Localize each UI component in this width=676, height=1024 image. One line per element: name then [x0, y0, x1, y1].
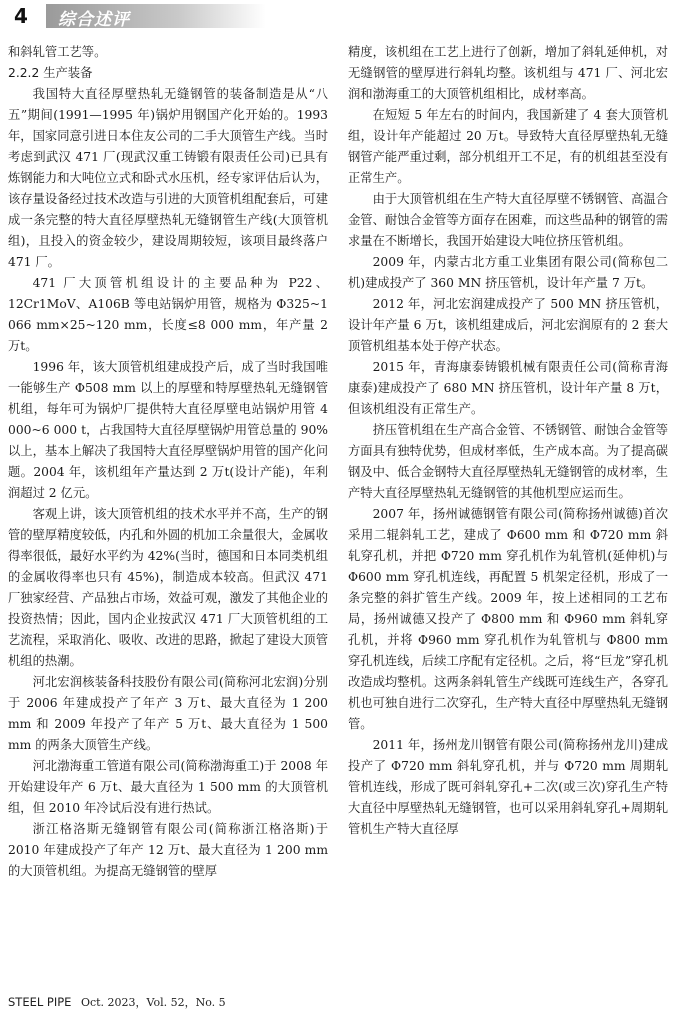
paragraph: 和斜轧管工艺等。 [8, 45, 107, 59]
paragraph: 精度，该机组在工艺上进行了创新，增加了斜轧延伸机，对无缝钢管的壁厚进行斜轧均整。该机组与 471 厂、河北宏润和渤海重工的大顶管机组相比，成材率高。 [348, 45, 668, 101]
journal-name: STEEL PIPE [8, 995, 72, 1009]
paragraph: 2015 年，青海康泰铸锻机械有限责任公司(简称青海康泰)建成投产了 680 MN 挤压管机，设计年产量 8 万t，但该机组没有正常生产。 [348, 360, 668, 416]
paragraph: 挤压管机组在生产高合金管、不锈钢管、耐蚀合金管等方面具有独特优势，但成材率低，生产成本高。为了提高碳钢及中、低合金钢特大直径厚壁热轧无缝钢管的成材率，生产特大直径厚壁热轧无缝钢管的其他机型应运而生。 [348, 423, 668, 500]
paragraph: 客观上讲，该大顶管机组的技术水平并不高，生产的钢管的壁厚精度较低，内孔和外圆的机加工余量很大，金属收得率很低，最好水平约为 42%(当时，德国和日本同类机组的金属收得率也只有 45%)，制造成本较高。但武汉 471 厂独家经营、产品独占市场，效益可观，激发了其他企业的投资热情；因此，国内企业按武汉 471 厂大顶管机组的工艺流程，采取消化、吸收、改进的思路，掀起了建设大顶管机组的热潮。 [8, 507, 328, 668]
paragraph: 2011 年，扬州龙川钢管有限公司(简称扬州龙川)建成投产了 Φ720 mm 斜轧穿孔机，并与 Φ720 mm 周期轧管机连线，形成了既可斜轧穿孔+二次(或三次)穿孔生产特大直径中厚壁热轧无缝钢管，也可以采用斜轧穿孔+周期轧管机生产特大直径厚 [348, 738, 668, 836]
page-footer [8, 994, 226, 1010]
paragraph: 2009 年，内蒙古北方重工业集团有限公司(简称包二机)建成投产了 360 MN 挤压管机，设计年产量 7 万t。 [348, 255, 668, 290]
paragraph: 浙江格洛斯无缝钢管有限公司(简称浙江格洛斯)于 2010 年建成投产了年产 12 万t、最大直径为 1 200 mm 的大顶管机组。为提高无缝钢管的壁厚 [8, 822, 328, 878]
paragraph: 471 厂大顶管机组设计的主要品种为 P22、12Cr1MoV、A106B 等电站锅炉用管，规格为 Φ325~1 066 mm×25~120 mm，长度≤8 000 mm，年产量 2 万t。 [8, 276, 328, 353]
paragraph: 河北渤海重工管道有限公司(简称渤海重工)于 2008 年开始建设年产 6 万t、最大直径为 1 500 mm 的大顶管机组，但 2010 年冷试后没有进行热试。 [8, 759, 328, 815]
right-column [348, 42, 668, 840]
paragraph: 由于大顶管机组在生产特大直径厚壁不锈钢管、高温合金管、耐蚀合金管等方面存在困难，而这些品种的钢管的需求量在不断增长，我国开始建设大吨位挤压管机组。 [348, 192, 668, 248]
paragraph: 河北宏润核装备科技股份有限公司(简称河北宏润)分别于 2006 年建成投产了年产 3 万t、最大直径为 1 200 mm 和 2009 年投产了年产 5 万t、最大直径为 1 500 mm 的两条大顶管生产线。 [8, 675, 328, 752]
page-header [0, 0, 676, 32]
issue-info: Oct. 2023，Vol. 52，No. 5 [80, 996, 226, 1009]
paragraph: 我国特大直径厚壁热轧无缝钢管的装备制造是从“八五”期间(1991—1995 年)锅炉用钢国产化开始的。1993 年，国家同意引进日本住友公司的二手大顶管生产线。当时考虑到武汉 471 厂(现武汉重工铸锻有限责任公司)已具有炼钢能力和大吨位立式和卧式水压机，经专家评估后认为，该存量设备经过技术改造与引进的大顶管机组配套后，可建成一条完整的特大直径厚壁热轧无缝钢管生产线(大顶管机组)，且投入的资金较少，建设周期较短，该项目最终落户 471 厂。 [8, 87, 328, 269]
left-column [8, 42, 328, 882]
section-title: 综合述评 [58, 10, 130, 30]
subsection-heading: 2.2.2 生产装备 [8, 66, 93, 80]
paragraph: 2007 年，扬州诚德钢管有限公司(简称扬州诚德)首次采用二辊斜轧工艺，建成了 Φ600 mm 和 Φ720 mm 斜轧穿孔机，并把 Φ720 mm 穿孔机作为轧管机(延伸机)与 Φ600 mm 穿孔机连线，再配置 5 机架定径机，形成了一条完整的斜扩管生产线。2009 年，按上述相同的工艺布局，扬州诚德又投产了 Φ800 mm 和 Φ960 mm 斜轧穿孔机，并将 Φ960 mm 穿孔机作为轧管机与 Φ800 mm 穿孔机连线，后续工序配有定径机。之后，将“巨龙”穿孔机改造成均整机。这两条斜轧管生产线既可连线生产，各穿孔机也可独自进行二次穿孔，生产特大直径中厚壁热轧无缝钢管。 [348, 507, 668, 731]
page-number: 4 [14, 4, 28, 28]
paragraph: 1996 年，该大顶管机组建成投产后，成了当时我国唯一能够生产 Φ508 mm 以上的厚壁和特厚壁热轧无缝钢管机组，每年可为锅炉厂提供特大直径厚壁电站锅炉用管 4 000~6 000 t，占我国特大直径厚壁锅炉用管总量的 90%以上，基本上解决了我国特大直径厚壁锅炉用管的国产化问题。2004 年，该机组年产量达到 2 万t(设计产能)，年利润超过 2 亿元。 [8, 360, 328, 500]
paragraph: 2012 年，河北宏润建成投产了 500 MN 挤压管机，设计年产量 6 万t，该机组建成后，河北宏润原有的 2 套大顶管机组基本处于停产状态。 [348, 297, 668, 353]
paragraph: 在短短 5 年左右的时间内，我国新建了 4 套大顶管机组，设计年产能超过 20 万t。导致特大直径厚壁热轧无缝钢管产能严重过剩，部分机组开工不足，有的机组甚至没有正常生产。 [348, 108, 668, 185]
